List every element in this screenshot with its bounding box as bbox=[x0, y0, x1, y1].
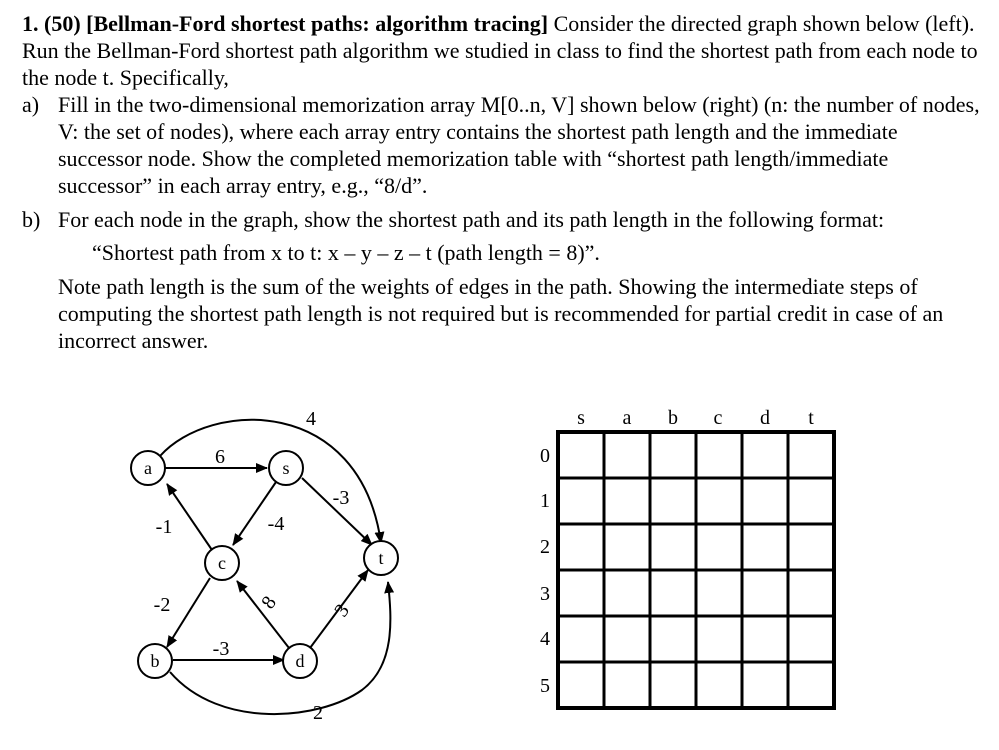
part-b-label: b) bbox=[22, 207, 41, 232]
edge-c-b bbox=[167, 578, 210, 647]
question-intro-text: Consider the directed graph shown below (left). Run the Bellman-Ford shortest path algorithm we studied in class to find the shortest path from each node to the node t. Specifically, bbox=[22, 11, 978, 90]
edge-weight: 2 bbox=[313, 702, 323, 724]
column-header: d bbox=[760, 407, 770, 429]
question-number: 1. bbox=[22, 11, 39, 36]
part-b-text: For each node in the graph, show the shortest path and its path length in the following format: bbox=[58, 207, 885, 232]
edge-b-t bbox=[170, 582, 390, 714]
edge-weight: 6 bbox=[215, 446, 225, 468]
question-points: (50) bbox=[44, 11, 81, 36]
part-b-note: Note path length is the sum of the weights of edges in the path. Showing the intermediate steps of computing the shortest path length is not required but is recommended for partial credit in case of an incorrect answer. bbox=[58, 274, 944, 353]
table-grid bbox=[558, 432, 834, 708]
node-label: a bbox=[144, 458, 152, 478]
part-a-text: Fill in the two-dimensional memorization array M[0..n, V] shown below (right) (n: the number of nodes, V: the set of nodes), where each array entry contains the shortest path length and the immediate successor node. Show the completed memorization table with “shortest path length/immediate successor” in each array entry, e.g., “8/d”. bbox=[58, 92, 980, 198]
row-header: 3 bbox=[540, 583, 550, 605]
node-s bbox=[269, 451, 303, 485]
node-label: c bbox=[218, 553, 226, 573]
edge-d-c bbox=[237, 581, 289, 648]
memo-table bbox=[525, 400, 845, 715]
row-header: 5 bbox=[540, 675, 550, 697]
node-c bbox=[205, 546, 239, 580]
question-block bbox=[22, 10, 982, 354]
edge-weight: -4 bbox=[267, 513, 285, 535]
edge-weight: -2 bbox=[153, 594, 171, 616]
edge-weight: -3 bbox=[212, 638, 230, 660]
row-header: 4 bbox=[540, 628, 550, 650]
edge-c-a bbox=[167, 484, 212, 550]
edge-weight: 4 bbox=[306, 408, 316, 430]
node-label: b bbox=[150, 651, 160, 671]
part-a-label: a) bbox=[22, 92, 40, 117]
node-t bbox=[364, 541, 398, 575]
column-header: t bbox=[808, 407, 814, 429]
node-b bbox=[138, 644, 172, 678]
node-a bbox=[131, 451, 165, 485]
part-b-format: “Shortest path from x to t: x – y – z – t (path length = 8)”. bbox=[92, 240, 600, 265]
node-label: s bbox=[282, 458, 290, 478]
part-a bbox=[22, 91, 982, 199]
directed-graph bbox=[115, 398, 415, 728]
question-heading: [Bellman-Ford shortest paths: algorithm tracing] bbox=[86, 11, 549, 36]
row-header: 1 bbox=[540, 490, 550, 512]
edge-weight: 3 bbox=[330, 600, 354, 621]
edge-weight: -3 bbox=[332, 487, 350, 509]
node-d bbox=[283, 644, 317, 678]
column-header: c bbox=[713, 407, 723, 429]
edge-weight: 8 bbox=[257, 592, 281, 613]
edge-weight: -1 bbox=[155, 516, 173, 538]
node-label: t bbox=[378, 548, 384, 568]
node-label: d bbox=[295, 651, 305, 671]
question-intro bbox=[22, 10, 982, 91]
row-header: 0 bbox=[540, 445, 550, 467]
part-b bbox=[22, 206, 982, 233]
column-header: s bbox=[577, 407, 585, 429]
row-header: 2 bbox=[540, 536, 550, 558]
column-header: b bbox=[668, 407, 678, 429]
column-header: a bbox=[622, 407, 632, 429]
